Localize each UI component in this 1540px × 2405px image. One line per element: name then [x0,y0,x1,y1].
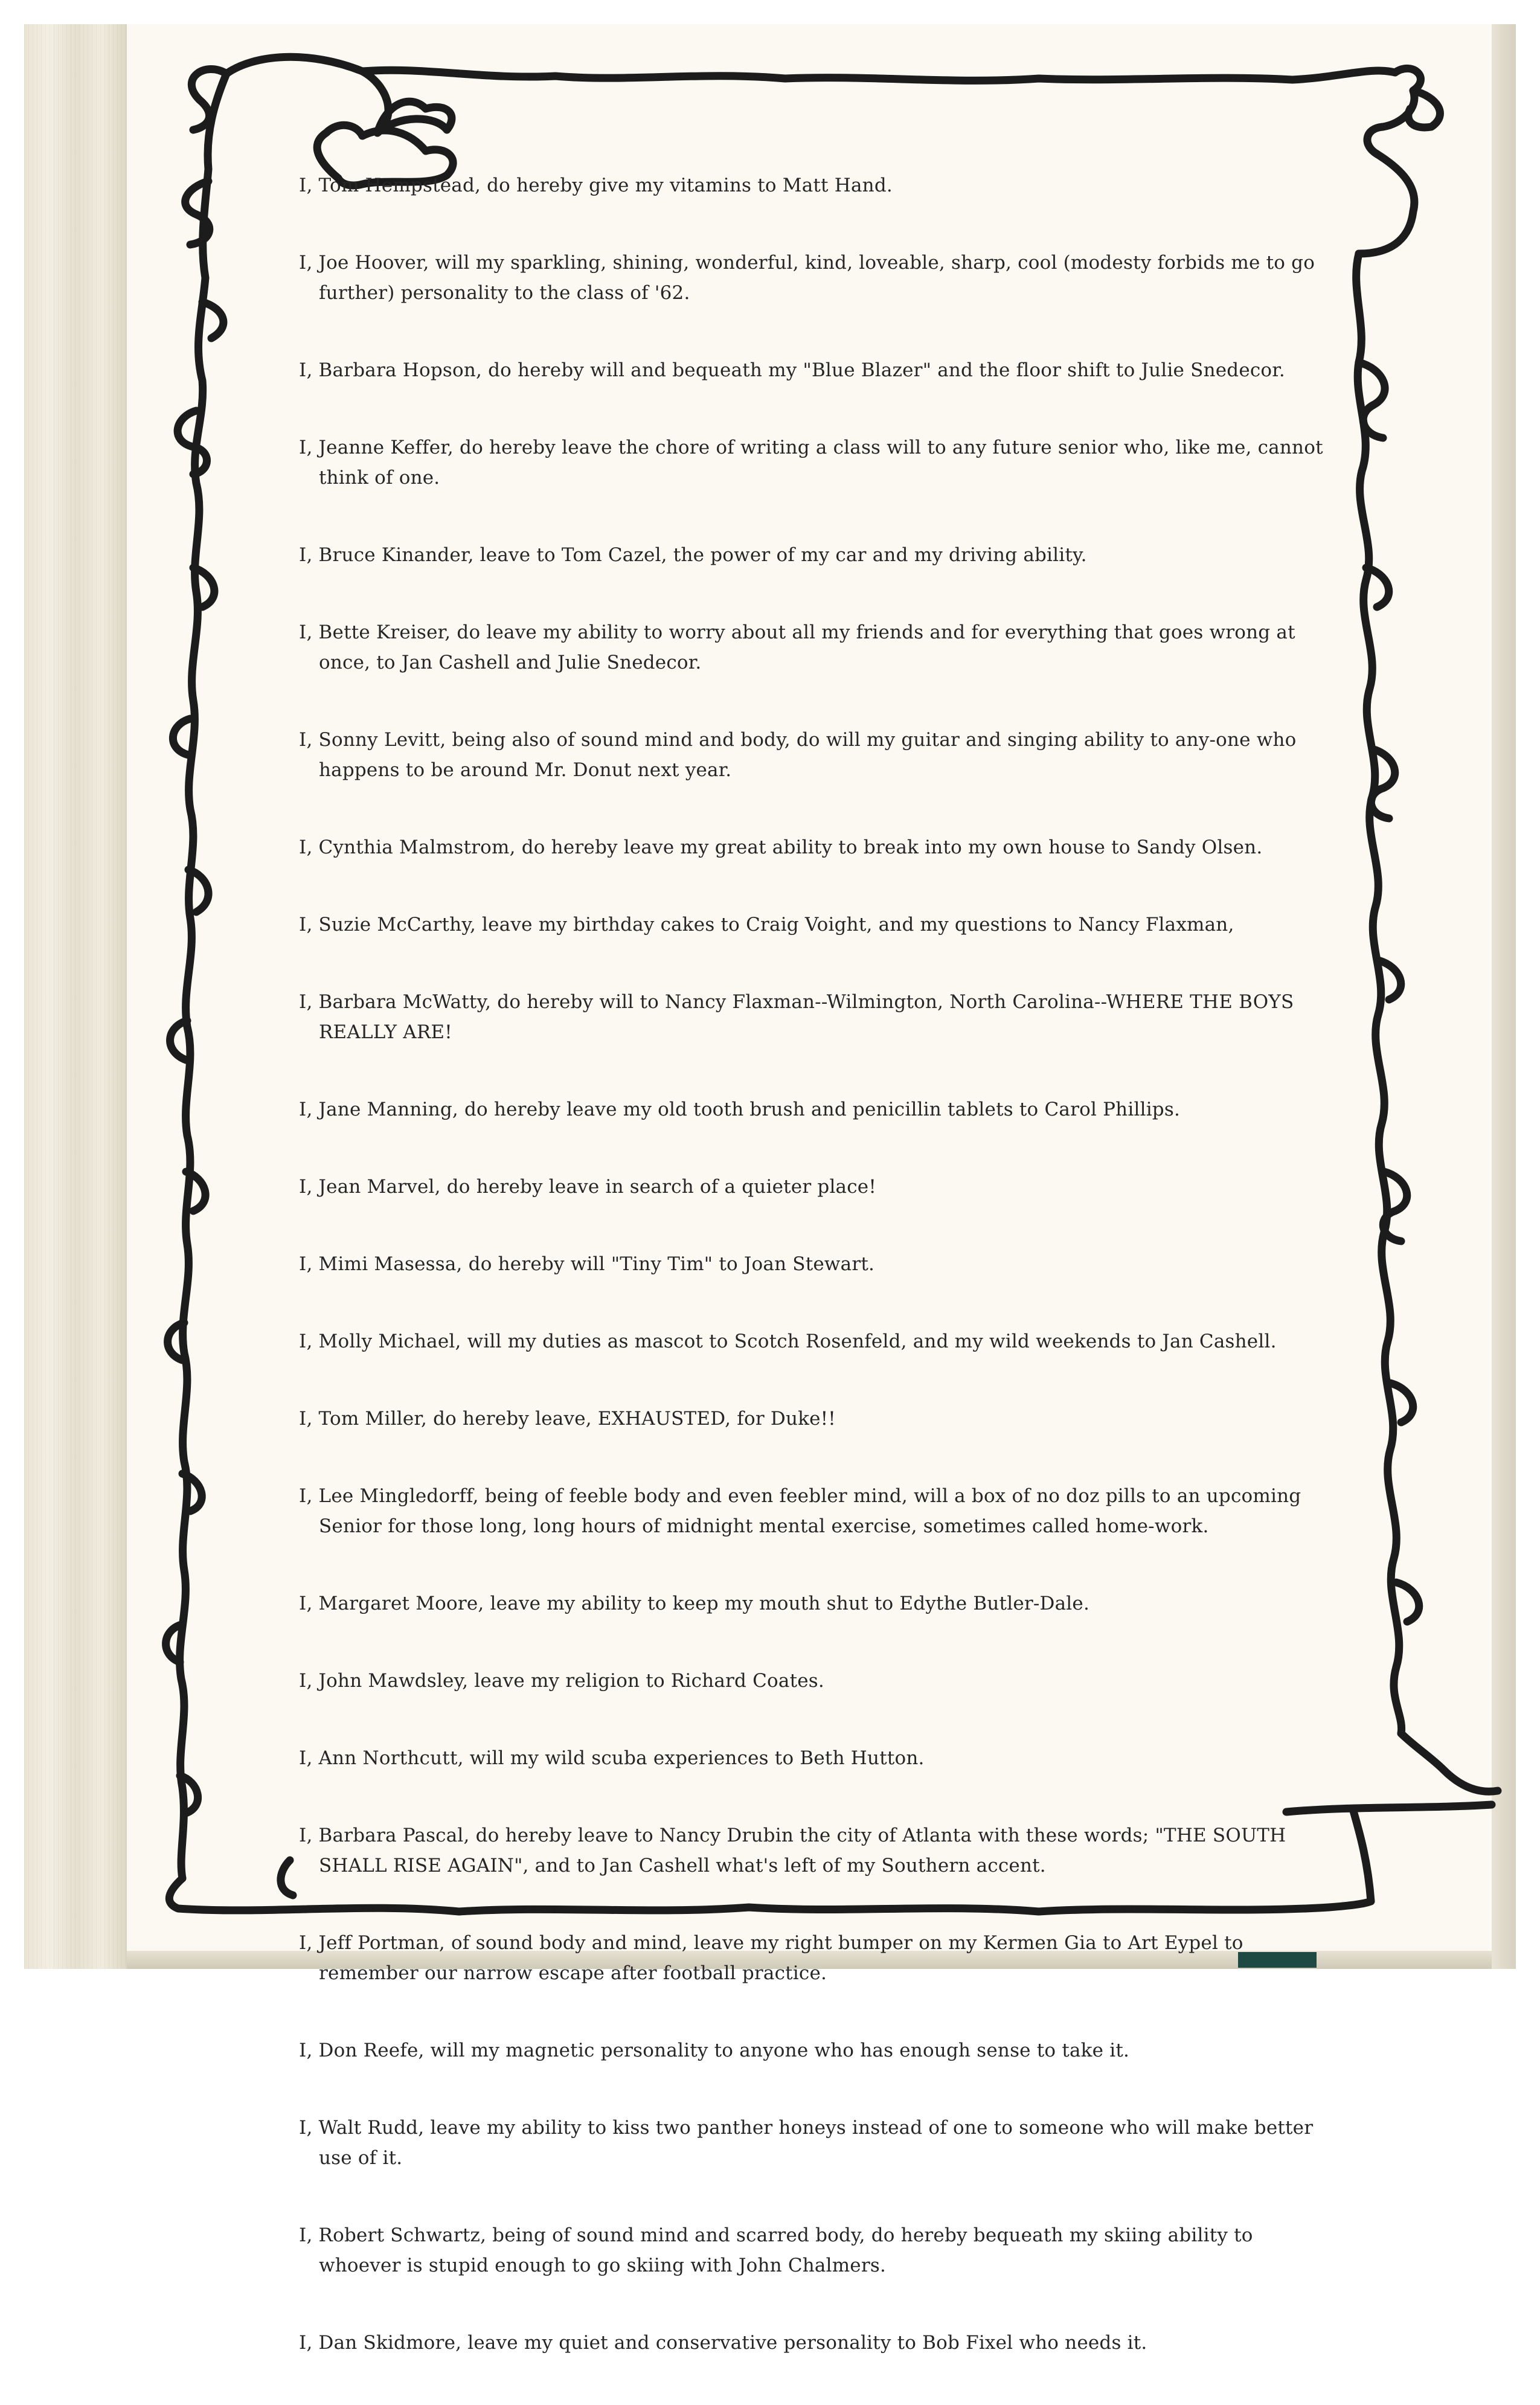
will-entry: I, Margaret Moore, leave my ability to keep my mouth shut to Edythe Butler-Dale. [299,1593,1090,1614]
will-entry: I, Molly Michael, will my duties as mascot to Scotch Rosenfeld, and my wild weekends to Jan Cashell. [299,1331,1277,1352]
will-entry: I, Barbara Hopson, do hereby will and bequeath my "Blue Blazer" and the floor shift to Julie Snedecor. [299,359,1285,381]
will-entry: I, Dan Skidmore, leave my quiet and conservative personality to Bob Fixel who needs it. [299,2332,1147,2354]
will-entry: I, Don Reefe, will my magnetic personality to anyone who has enough sense to take it. [299,2040,1130,2061]
will-entry: I, Robert Schwartz, being of sound mind and scarred body, do hereby bequeath my skiing ability to whoever is stupid enough to go skiing with John Chalmers. [299,2224,1253,2276]
will-entry: I, Ann Northcutt, will my wild scuba experiences to Beth Hutton. [299,1747,925,1769]
will-entry: I, Sonny Levitt, being also of sound mind and body, do will my guitar and singing ability to any-one who happens to be around Mr. Donut next year. [299,729,1297,781]
will-entry: I, Tom Miller, do hereby leave, EXHAUSTED, for Duke!! [299,1408,836,1430]
will-entry: I, Mimi Masessa, do hereby will "Tiny Tim" to Joan Stewart. [299,1253,875,1275]
will-entry: I, Lee Mingledorff, being of feeble body and even feebler mind, will a box of no doz pills to an upcoming Senior for those long, long hours of midnight mental exercise, sometimes called home-work. [299,1485,1301,1537]
will-entry: I, Walt Rudd, leave my ability to kiss two panther honeys instead of one to someone who will make better use of it. [299,2117,1314,2169]
will-entry: I, Jeanne Keffer, do hereby leave the chore of writing a class will to any future senior who, like me, cannot think of one. [299,437,1323,489]
scanned-yearbook-page [24,24,1516,2354]
will-entry: I, Suzie McCarthy, leave my birthday cakes to Craig Voight, and my questions to Nancy Flaxman, [299,914,1234,936]
will-entry: I, Cynthia Malmstrom, do hereby leave my great ability to break into my own house to Sandy Olsen. [299,836,1263,858]
will-entry: I, Jane Manning, do hereby leave my old tooth brush and penicillin tablets to Carol Phillips. [299,1099,1181,1120]
will-entry: I, Jean Marvel, do hereby leave in search of a quieter place! [299,1176,877,1198]
will-entry: I, Jeff Portman, of sound body and mind, leave my right bumper on my Kermen Gia to Art Eypel to remember our narrow escape after football practice. [299,1932,1243,1984]
will-entry: I, Bette Kreiser, do leave my ability to worry about all my friends and for everything that goes wrong at once, to Jan Cashell and Julie Snedecor. [299,621,1295,673]
will-entry: I, Barbara McWatty, do hereby will to Nancy Flaxman--Wilmington, North Carolina--WHERE THE BOYS REALLY ARE! [299,991,1294,1043]
will-entry: I, Joe Hoover, will my sparkling, shining, wonderful, kind, loveable, sharp, cool (modesty forbids me to go further) personality to the class of '62. [299,252,1315,304]
class-will-entries [299,170,1329,2405]
will-entry: I, Tom Hempstead, do hereby give my vitamins to Matt Hand. [299,175,893,196]
will-entry: I, Bruce Kinander, leave to Tom Cazel, the power of my car and my driving ability. [299,544,1087,566]
will-entry: I, Barbara Pascal, do hereby leave to Nancy Drubin the city of Atlanta with these words; "THE SOUTH SHALL RISE AGAIN", and to Jan Cashell what's left of my Southern accent. [299,1825,1286,1877]
will-entry: I, John Mawdsley, leave my religion to Richard Coates. [299,1670,824,1692]
